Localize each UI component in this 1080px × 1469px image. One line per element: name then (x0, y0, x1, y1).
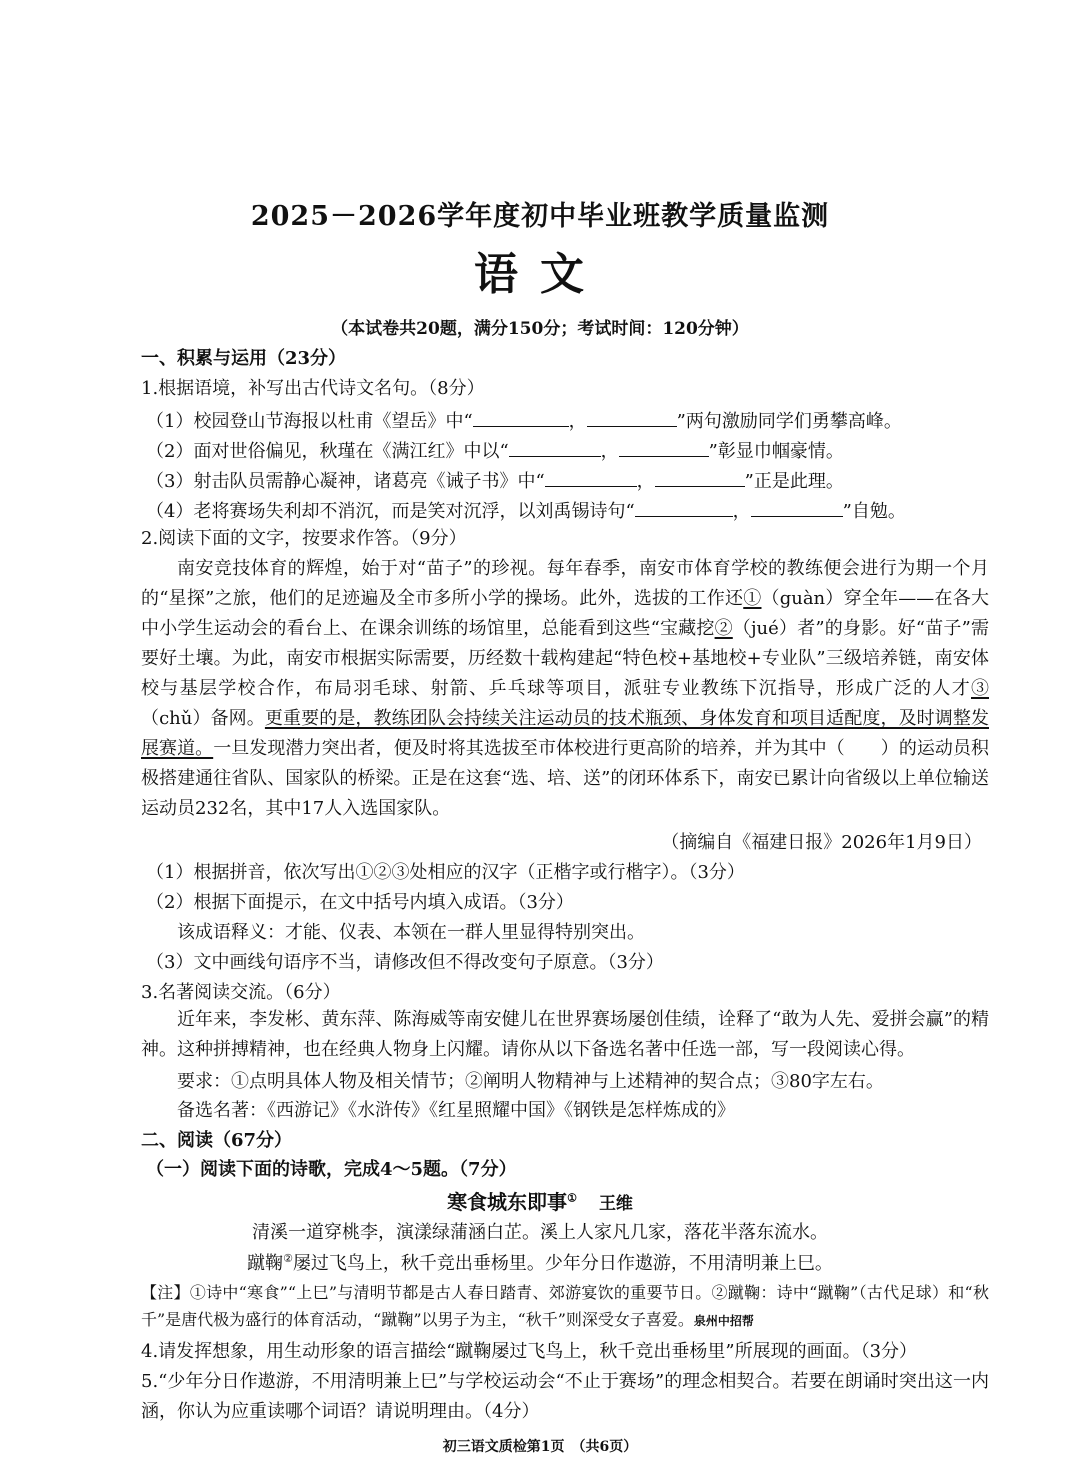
q2-sub2-hint: 该成语释义：才能、仪表、本领在一群人里显得特别突出。 (177, 922, 645, 943)
poem-title: 寒食城东即事① 王维 (447, 1190, 633, 1214)
q2-sub2: （2）根据下面提示，在文中括号内填入成语。（3分） (146, 892, 574, 913)
passage-source: （摘编自《福建日报》2026年1月9日） (661, 832, 982, 853)
q2-sub3: （3）文中画线句语序不当，请修改但不得改变句子原意。（3分） (146, 952, 664, 973)
q2-sub1: （1）根据拼音，依次写出①②③处相应的汉字（正楷字或行楷字）。（3分） (146, 862, 745, 883)
q1-stem: 1.根据语境，补写出古代诗文名句。（8分） (141, 378, 485, 399)
answer-blank[interactable] (619, 438, 709, 457)
underlined-sentence: 更重要的是，教练团队会持续关注运动员的技术瓶颈、身体发育和项目适配度，及时调整发展赛道。 (141, 708, 989, 759)
blank-marker-2: ② (714, 618, 733, 639)
answer-blank[interactable] (751, 498, 843, 517)
answer-blank[interactable] (545, 468, 637, 487)
answer-blank[interactable] (635, 498, 733, 517)
section2-title: 二、阅读（67分） (141, 1130, 293, 1151)
blank-marker-3: ③ (971, 678, 989, 699)
blank-marker-1: ① (743, 588, 762, 609)
q4: 4.请发挥想象，用生动形象的语言描绘“蹴鞠屡过飞鸟上，秋千竞出垂杨里”所展现的画面。（3分） (141, 1341, 918, 1362)
q1-item-2: （2）面对世俗偏见，秋瑾在《满江红》中以“ ， ”彰显巾帼豪情。 (146, 438, 844, 463)
part1-title: （一）阅读下面的诗歌，完成4～5题。（7分） (146, 1159, 517, 1180)
section1-title: 一、积累与运用（23分） (141, 348, 347, 369)
q5: 5.“少年分日作遨游，不用清明兼上巳”与学校运动会“不止于赛场”的理念相契合。若要在朗诵时突出这一内涵，你认为应重读哪个词语？请说明理由。（4分） (141, 1371, 989, 1422)
answer-blank[interactable] (655, 468, 745, 487)
q1-item-1: （1）校园登山节海报以杜甫《望岳》中“ ， ”两句激励同学们勇攀高峰。 (146, 408, 902, 433)
exam-info: （本试卷共20题，满分150分；考试时间：120分钟） (331, 319, 749, 339)
exam-title: 2025－2026学年度初中毕业班教学质量监测 (250, 201, 830, 232)
page-footer: 初三语文质检第1页 （共6页） (442, 1439, 638, 1455)
q1-item-4: （4）老将赛场失利却不消沉，而是笑对沉浮，以刘禹锡诗句“ ， ”自勉。 (146, 498, 906, 523)
answer-blank[interactable] (587, 408, 677, 427)
watermark: 泉州中招帮 (693, 1314, 754, 1328)
q2-passage: 南安竞技体育的辉煌，始于对“苗子”的珍视。每年春季，南安市体育学校的教练便会进行为期一个月的“星探”之旅，他们的足迹遍及全市多所小学的操场。此外，选拔的工作还①（guàn）穿全年——在各大中小学生运动会的看台上、在课余训练的场馆里，总能看到这些“宝藏挖②（jué）者”的身影。好“苗子”需要好土壤。为此，南安市根据实际需要，历经数十载构建起“特色校+基地校+专业队”三级培养链，南安体校与基层学校合作，布局羽毛球、射箭、乒乓球等项目，派驻专业教练下沉指导，形成广泛的人才③（chǔ）备网。更重要的是，教练团队会持续关注运动员的技术瓶颈、身体发育和项目适配度，及时调整发展赛道。一旦发现潜力突出者，便及时将其选拔至市体校进行更高阶的培养，并为其中（ ）的运动员积极搭建通往省队、国家队的桥梁。正是在这套“选、培、送”的闭环体系下，南安已累计向省级以上单位输送运动员232名，其中17人入选国家队。 (141, 558, 990, 819)
q1-item-3: （3）射击队员需静心凝神，诸葛亮《诫子书》中“ ， ”正是此理。 (146, 468, 844, 493)
answer-blank[interactable] (473, 408, 569, 427)
answer-blank[interactable] (509, 438, 601, 457)
poem-author: 王维 (598, 1194, 633, 1214)
poem-line-1: 清溪一道穿桃李，演漾绿蒲涵白芷。溪上人家凡几家，落花半落东流水。 (252, 1222, 828, 1243)
q3-options: 备选名著：《西游记》《水浒传》《红星照耀中国》《钢铁是怎样炼成的》 (177, 1100, 735, 1121)
q2-stem: 2.阅读下面的文字，按要求作答。（9分） (141, 528, 467, 549)
q3-passage: 近年来，李发彬、黄东萍、陈海威等南安健儿在世界赛场屡创佳绩，诠释了“敢为人先、爱拼会赢”的精神。这种拼搏精神，也在经典人物身上闪耀。请你从以下备选名著中任选一部，写一段阅读心得。 (141, 1009, 989, 1060)
q3-stem: 3.名著阅读交流。（6分） (141, 982, 341, 1003)
poem-line-2: 蹴鞠②屡过飞鸟上，秋千竞出垂杨里。少年分日作遨游，不用清明兼上巳。 (247, 1252, 833, 1274)
poem-note: 【注】①诗中“寒食”“上巳”与清明节都是古人春日踏青、郊游宴饮的重要节日。②蹴鞠：诗中“蹴鞠”（古代足球）和“秋千”是唐代极为盛行的体育活动，“蹴鞠”以男子为主，“秋千”则深受女子喜爱。泉州中招帮 (141, 1283, 989, 1329)
q3-requirement: 要求：①点明具体人物及相关情节；②阐明人物精神与上述精神的契合点；③80字左右。 (177, 1071, 884, 1092)
subject-title: 语文 (474, 249, 606, 300)
